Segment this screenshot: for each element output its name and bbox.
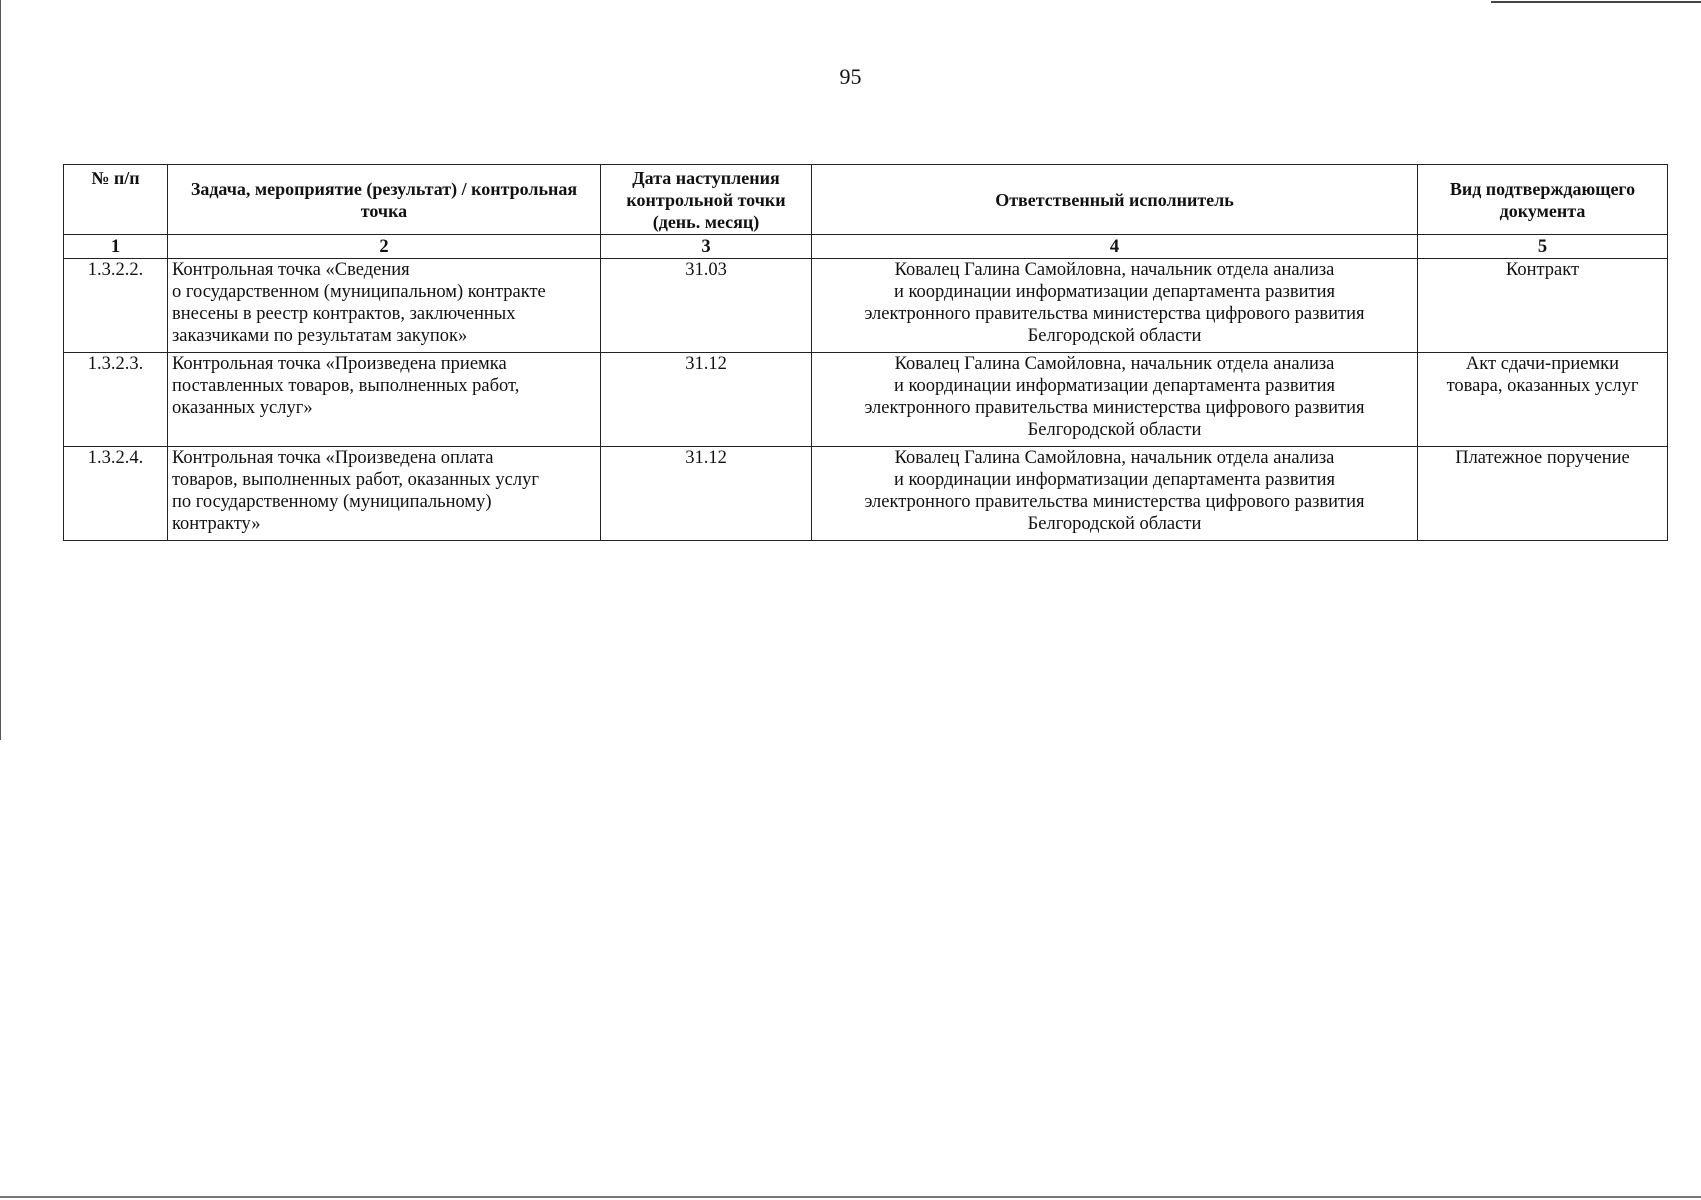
table-row xyxy=(64,353,1668,447)
scan-border-bottom xyxy=(0,1196,1701,1198)
row-document: Акт сдачи-приемки товара, оказанных услуг xyxy=(1418,353,1668,447)
row-date: 31.12 xyxy=(601,447,812,541)
scan-border-left xyxy=(0,0,1,740)
row-task: Контрольная точка «Произведена приемка поставленных товаров, выполненных работ, оказанных услуг» xyxy=(168,353,601,447)
header-responsible: Ответственный исполнитель xyxy=(812,165,1418,235)
column-number-row xyxy=(64,235,1668,259)
row-number: 1.3.2.2. xyxy=(64,259,168,353)
header-date: Дата наступления контрольной точки (день. месяц) xyxy=(601,165,812,235)
row-number: 1.3.2.3. xyxy=(64,353,168,447)
column-number: 1 xyxy=(64,235,168,259)
header-task: Задача, мероприятие (результат) / контрольная точка xyxy=(168,165,601,235)
column-number: 5 xyxy=(1418,235,1668,259)
table-row xyxy=(64,259,1668,353)
row-responsible: Ковалец Галина Самойловна, начальник отдела анализа и координации информатизации департамента развития электронного правительства министерства цифрового развития Белгородской области xyxy=(812,447,1418,541)
table-header-row xyxy=(64,165,1668,235)
scan-border-top xyxy=(1491,1,1701,3)
column-number: 3 xyxy=(601,235,812,259)
row-document: Платежное поручение xyxy=(1418,447,1668,541)
row-number: 1.3.2.4. xyxy=(64,447,168,541)
row-task: Контрольная точка «Сведения о государственном (муниципальном) контракте внесены в реестр контрактов, заключенных заказчиками по результатам закупок» xyxy=(168,259,601,353)
table-row xyxy=(64,447,1668,541)
control-points-table xyxy=(63,164,1668,541)
header-document-type: Вид подтверждающего документа xyxy=(1418,165,1668,235)
column-number: 2 xyxy=(168,235,601,259)
row-responsible: Ковалец Галина Самойловна, начальник отдела анализа и координации информатизации департамента развития электронного правительства министерства цифрового развития Белгородской области xyxy=(812,259,1418,353)
page-number: 95 xyxy=(839,64,862,89)
header-number: № п/п xyxy=(64,165,168,235)
column-number: 4 xyxy=(812,235,1418,259)
row-date: 31.03 xyxy=(601,259,812,353)
row-document: Контракт xyxy=(1418,259,1668,353)
row-task: Контрольная точка «Произведена оплата товаров, выполненных работ, оказанных услуг по государственному (муниципальному) контракту» xyxy=(168,447,601,541)
row-date: 31.12 xyxy=(601,353,812,447)
row-responsible: Ковалец Галина Самойловна, начальник отдела анализа и координации информатизации департамента развития электронного правительства министерства цифрового развития Белгородской области xyxy=(812,353,1418,447)
